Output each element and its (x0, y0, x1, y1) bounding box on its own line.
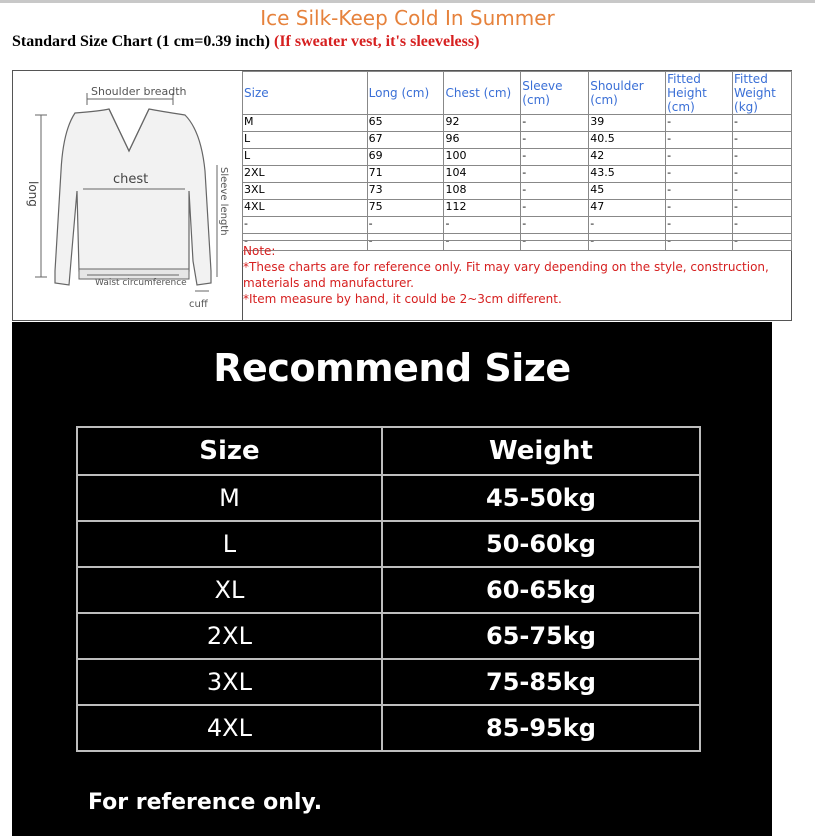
table-cell: 40.5 (589, 132, 666, 149)
chart-notes (242, 240, 792, 320)
recommend-weight-cell: 60-65kg (382, 567, 700, 613)
table-cell: 112 (444, 200, 521, 217)
table-cell: 2XL (243, 166, 368, 183)
table-cell: 45 (589, 183, 666, 200)
table-cell: 65 (367, 115, 444, 132)
table-cell: - (521, 200, 589, 217)
sweater-diagram (13, 71, 243, 320)
table-cell: 71 (367, 166, 444, 183)
table-cell: 39 (589, 115, 666, 132)
table-cell: L (243, 132, 368, 149)
table-cell: - (733, 115, 792, 132)
table-cell: 69 (367, 149, 444, 166)
recommend-size-cell: XL (77, 567, 382, 613)
table-cell: - (521, 234, 589, 251)
recommend-weight-cell: 45-50kg (382, 475, 700, 521)
table-cell: - (521, 115, 589, 132)
size-measurement-table (242, 71, 792, 251)
table-cell: - (666, 166, 733, 183)
recommend-weight-cell: 65-75kg (382, 613, 700, 659)
recommend-size-cell: M (77, 475, 382, 521)
diagram-label-shoulder: Shoulder breadth (91, 85, 187, 98)
table-cell: - (733, 217, 792, 234)
note-measure: *Item measure by hand, it could be 2~3cm different. (243, 292, 562, 306)
table-cell: - (666, 183, 733, 200)
header-size: Size (243, 72, 368, 115)
table-cell: - (666, 234, 733, 251)
table-cell: - (367, 234, 444, 251)
table-cell: - (666, 132, 733, 149)
table-cell: - (666, 149, 733, 166)
recommend-header-size: Size (77, 427, 382, 475)
top-divider (0, 0, 815, 3)
standard-chart-title (12, 33, 479, 51)
table-cell: 108 (444, 183, 521, 200)
note-heading: Note: (243, 244, 276, 258)
table-cell: 104 (444, 166, 521, 183)
standard-chart-title-text: Standard Size Chart (1 cm=0.39 inch) (12, 33, 270, 50)
header-fitted-weight: Fitted Weight (kg) (733, 72, 792, 115)
recommend-table (76, 426, 701, 752)
headline: Ice Silk-Keep Cold In Summer (260, 6, 555, 30)
table-cell: 75 (367, 200, 444, 217)
standard-chart-title-note: (If sweater vest, it's sleeveless) (274, 33, 480, 50)
table-cell: 42 (589, 149, 666, 166)
table-cell: - (733, 200, 792, 217)
header-chest: Chest (cm) (444, 72, 521, 115)
table-header-row (243, 72, 792, 115)
diagram-label-cuff: cuff (189, 299, 208, 310)
diagram-label-waist: Waist circumference (95, 278, 187, 288)
table-row (243, 200, 792, 217)
table-cell: - (444, 234, 521, 251)
header-fitted-height: Fitted Height (cm) (666, 72, 733, 115)
table-cell: - (733, 166, 792, 183)
table-body (243, 115, 792, 251)
table-row (243, 132, 792, 149)
recommend-size-panel (12, 322, 772, 836)
diagram-label-long: long (26, 181, 40, 207)
recommend-size-cell: L (77, 521, 382, 567)
table-row (243, 217, 792, 234)
table-cell: - (444, 217, 521, 234)
table-cell: 96 (444, 132, 521, 149)
header-sleeve: Sleeve (cm) (521, 72, 589, 115)
table-cell: 100 (444, 149, 521, 166)
table-cell: 4XL (243, 200, 368, 217)
recommend-size-cell: 4XL (77, 705, 382, 751)
note-reference: *These charts are for reference only. Fit may vary depending on the style, construction, materials and manufacturer. (243, 260, 769, 290)
table-row (243, 183, 792, 200)
table-row (243, 149, 792, 166)
table-cell: - (243, 234, 368, 251)
header-shoulder: Shoulder (cm) (589, 72, 666, 115)
table-cell: - (521, 183, 589, 200)
table-cell: - (589, 217, 666, 234)
table-cell: - (367, 217, 444, 234)
table-cell: 3XL (243, 183, 368, 200)
table-cell: L (243, 149, 368, 166)
recommend-header-weight: Weight (382, 427, 700, 475)
recommend-row (77, 475, 700, 521)
table-cell: - (733, 183, 792, 200)
recommend-weight-cell: 75-85kg (382, 659, 700, 705)
recommend-body (77, 475, 700, 751)
table-cell: - (733, 132, 792, 149)
sweater-outline (13, 71, 242, 320)
recommend-title: Recommend Size (213, 346, 571, 390)
recommend-row (77, 705, 700, 751)
table-cell: - (243, 217, 368, 234)
recommend-weight-cell: 85-95kg (382, 705, 700, 751)
table-cell: - (521, 217, 589, 234)
recommend-row (77, 567, 700, 613)
table-cell: - (521, 132, 589, 149)
diagram-label-chest: chest (113, 172, 149, 187)
standard-size-chart (12, 70, 792, 321)
recommend-footer: For reference only. (88, 790, 323, 815)
table-cell: - (733, 234, 792, 251)
recommend-weight-cell: 50-60kg (382, 521, 700, 567)
recommend-row (77, 521, 700, 567)
table-cell: 92 (444, 115, 521, 132)
table-cell: 47 (589, 200, 666, 217)
table-row (243, 115, 792, 132)
diagram-label-sleeve: Sleeve length (218, 167, 229, 236)
table-row (243, 166, 792, 183)
table-cell: M (243, 115, 368, 132)
recommend-size-cell: 3XL (77, 659, 382, 705)
recommend-header-row (77, 427, 700, 475)
table-cell: - (521, 166, 589, 183)
table-cell: - (666, 115, 733, 132)
table-cell: - (733, 149, 792, 166)
table-cell: 73 (367, 183, 444, 200)
recommend-row (77, 659, 700, 705)
recommend-size-cell: 2XL (77, 613, 382, 659)
table-cell: - (521, 149, 589, 166)
table-cell: - (589, 234, 666, 251)
table-cell: - (666, 200, 733, 217)
table-cell: 67 (367, 132, 444, 149)
table-cell: 43.5 (589, 166, 666, 183)
recommend-row (77, 613, 700, 659)
table-cell: - (666, 217, 733, 234)
header-long: Long (cm) (367, 72, 444, 115)
